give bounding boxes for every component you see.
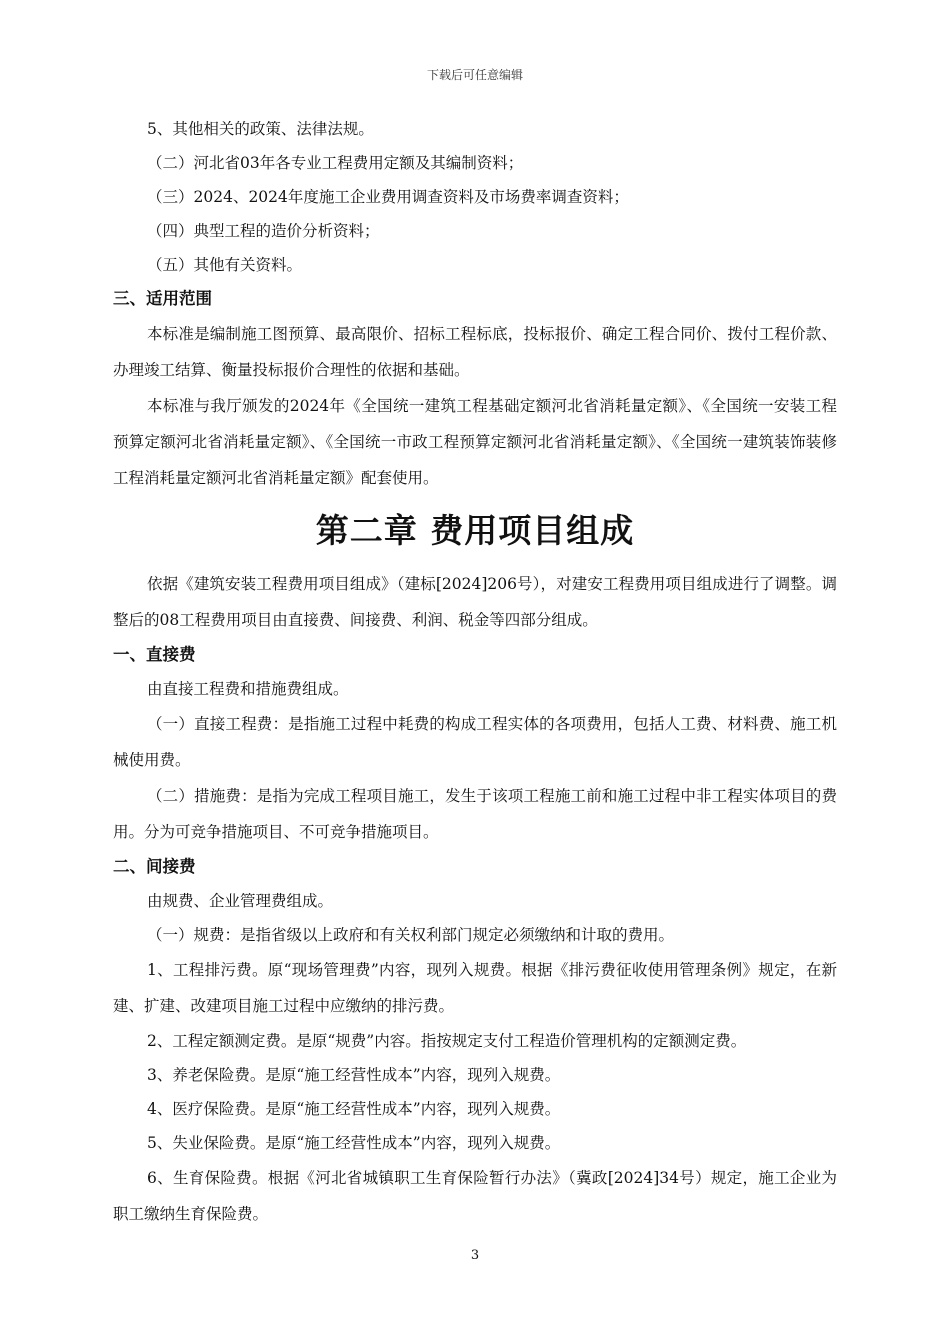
list-item: 6、生育保险费。根据《河北省城镇职工生育保险暂行办法》（冀政[2024]34号）规定，施工企业为职工缴纳生育保险费。 (113, 1169, 837, 1223)
paragraph: （二）措施费：是指为完成工程项目施工，发生于该项工程施工前和施工过程中非工程实体项目的费用。分为可竞争措施项目、不可竞争措施项目。 (113, 787, 837, 841)
list-item: （二）河北省03年各专业工程费用定额及其编制资料； (147, 154, 524, 172)
paragraph: 由直接工程费和措施费组成。 (147, 680, 349, 698)
list-item: 1、工程排污费。原“现场管理费”内容，现列入规费。根据《排污费征收使用管理条例》规定，在新建、扩建、改建项目施工过程中应缴纳的排污费。 (113, 961, 837, 1015)
paragraph: 本标准是编制施工图预算、最高限价、招标工程标底，投标报价、确定工程合同价、拨付工程价款、办理竣工结算、衡量投标报价合理性的依据和基础。 (113, 325, 837, 379)
list-item: 3、养老保险费。是原“施工经营性成本”内容，现列入规费。 (147, 1066, 561, 1084)
list-item: 5、其他相关的政策、法律法规。 (147, 120, 374, 138)
paragraph: 依据《建筑安装工程费用项目组成》（建标[2024]206号），对建安工程费用项目组成进行了调整。调整后的08工程费用项目由直接费、间接费、利润、税金等四部分组成。 (113, 575, 837, 629)
page-number: 3 (470, 1248, 480, 1263)
list-item: 4、医疗保险费。是原“施工经营性成本”内容，现列入规费。 (147, 1100, 561, 1118)
paragraph: （一）直接工程费：是指施工过程中耗费的构成工程实体的各项费用，包括人工费、材料费、施工机械使用费。 (113, 715, 837, 769)
page-header: 下载后可任意编辑 (426, 68, 523, 82)
section-heading-indirect-cost: 二、间接费 (113, 857, 196, 876)
paragraph: 由规费、企业管理费组成。 (147, 892, 334, 910)
list-item: （四）典型工程的造价分析资料； (147, 222, 380, 240)
page-content (113, 112, 837, 1232)
list-item: （三）2024、2024年度施工企业费用调查资料及市场费率调查资料； (147, 188, 629, 206)
section-heading-direct-cost: 一、直接费 (113, 645, 196, 664)
paragraph: 本标准与我厅颁发的2024年《全国统一建筑工程基础定额河北省消耗量定额》、《全国统一安装工程预算定额河北省消耗量定额》、《全国统一市政工程预算定额河北省消耗量定额》、《全国统一建筑装饰装修工程消耗量定额河北省消耗量定额》配套使用。 (113, 397, 837, 487)
section-heading-scope: 三、适用范围 (113, 289, 212, 308)
list-item: 5、失业保险费。是原“施工经营性成本”内容，现列入规费。 (147, 1134, 561, 1152)
list-item: （五）其他有关资料。 (147, 256, 303, 274)
chapter-title: 第二章 费用项目组成 (315, 511, 635, 550)
list-item: 2、工程定额测定费。是原“规费”内容。指按规定支付工程造价管理机构的定额测定费。 (147, 1032, 747, 1050)
paragraph: （一）规费：是指省级以上政府和有关权利部门规定必须缴纳和计取的费用。 (147, 926, 675, 944)
